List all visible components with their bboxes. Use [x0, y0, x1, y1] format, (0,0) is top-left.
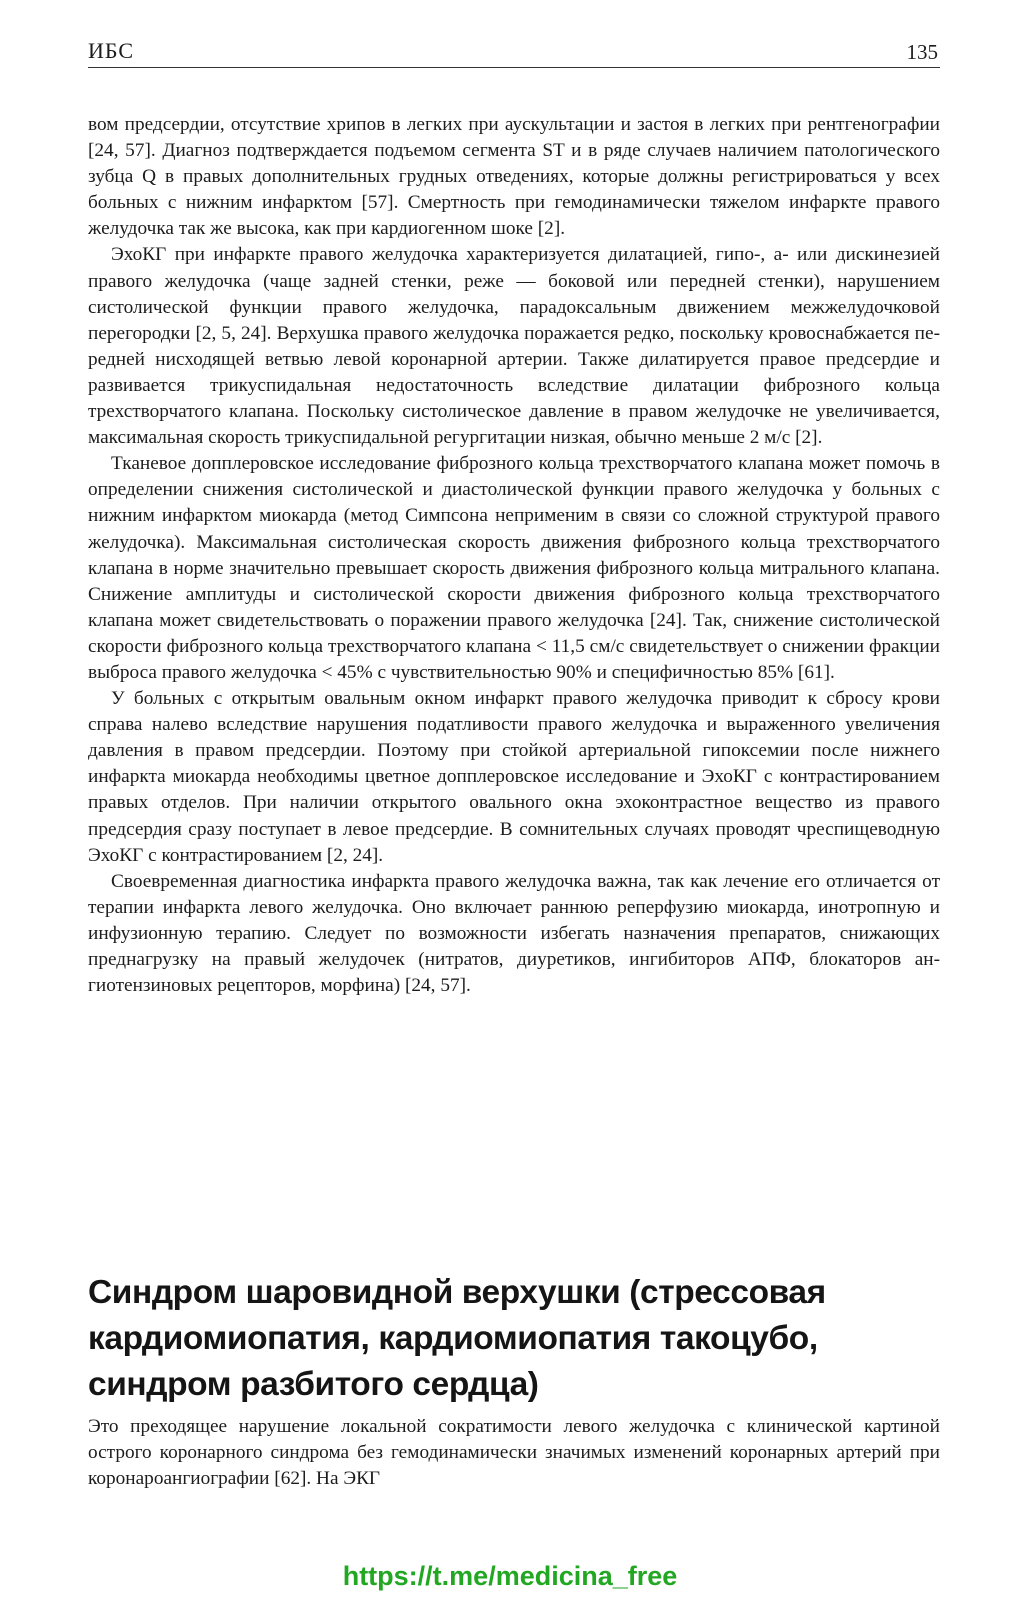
running-head [88, 38, 940, 68]
paragraph-5: Своевременная диагностика инфаркта правого желудочка важна, так как лечение его отличается от терапии инфаркта левого желудочка. Оно включает раннюю реперфузию миокарда, инотропную и инфузионную терапию. Следует по возможности избегать назначения препаратов, снижающих преднагрузку на правый желудочек (нитратов, диуретиков, ингибиторов АПФ, блокаторов ангиотензиновых рецепторов, морфина) [24, 57]. [88, 870, 940, 997]
paragraph-4: У больных с открытым овальным окном инфаркт правого желудочка приводит к сбросу крови справа налево вследствие нарушения податливости правого желудочка и выраженного увеличения давления в правом предсердии. Поэтому при стойкой артериальной гипоксемии после нижнего инфаркта миокарда необходимы цветное допплеровское исследование и ЭхоКГ с контрастированием правых отделов. При наличии открытого овального окна эхоконтрастное вещество из правого предсердия сразу поступает в левое предсердие. В сомнительных случаях проводят чреспищеводную ЭхоКГ с контрастированием [2, 24]. [88, 688, 940, 866]
running-title: ИБС [88, 38, 135, 63]
section-paragraph: Это преходящее нарушение локальной сократимости левого желудочка с клинической картиной острого коронарного синдрома без гемодинамически значимых изменений коронарных артерий при коронароангиографии [62]. На ЭКГ [88, 1416, 940, 1490]
section-heading: Синдром шаровидной верхушки (стрессовая кардиомиопатия, кардиомиопатия такоцубо, синдром разбитого сердца) [88, 1274, 826, 1403]
page-number: 135 [906, 40, 938, 64]
header-rule [88, 67, 940, 68]
main-text [88, 112, 940, 999]
paragraph-2: ЭхоКГ при инфаркте правого желудочка характеризуется дилатацией, гипо-, а- или дискинезией правого желудочка (чаще задней стенки, реже — боковой или передней стенки), нарушением систолической функции правого желудочка, парадоксальным движением межжелудочковой перегородки [2, 5, 24]. Верхушка правого желудочка поражается редко, поскольку кровоснабжается передней нисходящей ветвью левой коронарной артерии. Также дилатируется правое предсердие и развивается трикуспидальная недостаточность вследствие дилатации фиброзного кольца трехстворчатого клапана. Поскольку систолическое давление в правом желудочке не увеличивается, максимальная скорость трикуспидальной регургитации низкая, обычно меньше 2 м/с [2]. [88, 244, 940, 449]
footer-link[interactable]: https://t.me/medicina_free [342, 1561, 678, 1591]
paragraph-1: вом предсердии, отсутствие хрипов в легких при аускультации и застоя в легких при рентгенографии [24, 57]. Диагноз подтверждается подъемом сегмента ST и в ряде случаев наличием патологического зубца Q в правых дополнительных грудных отведениях, которые должны регистрироваться у всех больных с нижним инфарктом [57]. Смертность при гемодинамически тяжелом инфаркте правого желудочка так же высока, как при кардиогенном шоке [2]. [88, 114, 940, 240]
section-body [88, 1414, 940, 1492]
paragraph-3: Тканевое допплеровское исследование фиброзного кольца трехстворчатого клапана может помочь в определении снижения систолической и диастолической функции правого желудочка у больных с нижним инфарктом миокарда (метод Симпсона неприменим в связи со сложной структурой правого желудочка). Максимальная систолическая скорость движения фиброзного кольца трехстворчатого клапана в норме значительно превышает скорость движения фиброзного кольца митрального клапана. Снижение амплитуды и систолической скорости движения фиброзного кольца трехстворчатого клапана может свидетельствовать о поражении правого желудочка [24]. Так, снижение систолической скорости фиброзного кольца трехстворчатого клапана < 11,5 см/с свидетельствует о снижении фракции выброса правого желудочка < 45% с чувствительностью 90% и специфичностью 85% [61]. [88, 453, 940, 683]
